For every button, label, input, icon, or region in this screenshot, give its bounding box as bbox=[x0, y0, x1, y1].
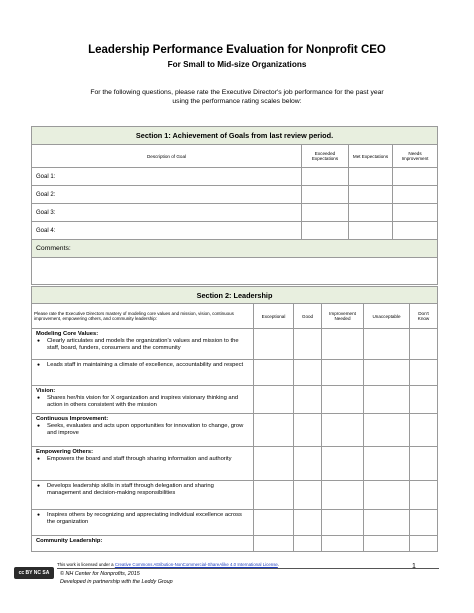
footer-divider bbox=[57, 568, 439, 569]
comments-field[interactable] bbox=[32, 258, 438, 285]
rating-cell[interactable] bbox=[410, 329, 438, 360]
criteria-row bbox=[32, 329, 438, 360]
rating-cell[interactable] bbox=[294, 386, 322, 414]
criteria-row bbox=[32, 360, 438, 386]
bullet-icon: ● bbox=[37, 455, 41, 462]
rating-cell[interactable] bbox=[322, 329, 364, 360]
license-link[interactable]: Creative Commons Attribution-NonCommercial-ShareAlike 4.0 International License bbox=[114, 562, 278, 567]
criteria-cell bbox=[32, 510, 254, 536]
rating-cell[interactable] bbox=[302, 186, 349, 204]
rating-cell[interactable] bbox=[294, 360, 322, 386]
rating-cell[interactable] bbox=[393, 186, 438, 204]
section2-heading: Section 2: Leadership bbox=[32, 287, 438, 304]
bullet-icon: ● bbox=[37, 512, 41, 518]
logo-text: cc BY NC SA bbox=[18, 570, 50, 576]
rating-cell[interactable] bbox=[254, 414, 294, 447]
goal-label[interactable]: Goal 3: bbox=[32, 204, 302, 222]
criteria-cell bbox=[32, 447, 254, 481]
license-notice bbox=[57, 562, 279, 567]
rating-cell[interactable] bbox=[294, 510, 322, 536]
rating-cell[interactable] bbox=[410, 481, 438, 510]
rating-cell[interactable] bbox=[364, 536, 410, 552]
criteria-text: Inspires others by recognizing and appreciating individual excellence across the organization bbox=[47, 512, 242, 525]
rating-cell[interactable] bbox=[364, 447, 410, 481]
rating-cell[interactable] bbox=[364, 386, 410, 414]
rating-cell[interactable] bbox=[322, 386, 364, 414]
bullet-icon: ● bbox=[37, 394, 41, 401]
comments-label: Comments: bbox=[32, 240, 438, 258]
criteria-row bbox=[32, 536, 438, 552]
rating-cell[interactable] bbox=[294, 536, 322, 552]
license-prefix: This work is licensed under a bbox=[57, 562, 115, 567]
category-title: Vision: bbox=[36, 388, 56, 394]
rating-cell[interactable] bbox=[322, 510, 364, 536]
criteria-text: Develops leadership skills in staff through delegation and sharing management and decision-making responsibilities bbox=[47, 483, 214, 496]
criteria-text: Clearly articulates and models the organization's values and mission to the staff, board, funders, consumers and the community bbox=[47, 337, 239, 351]
criteria-text: Shares her/his vision for X organization and inspires visionary thinking and action in others consistent with the mission bbox=[47, 394, 239, 408]
category-title: Modeling Core Values: bbox=[36, 331, 99, 337]
criteria-cell bbox=[32, 329, 254, 360]
rating-cell[interactable] bbox=[294, 447, 322, 481]
rating-cell[interactable] bbox=[364, 481, 410, 510]
rating-cell[interactable] bbox=[349, 204, 393, 222]
rating-cell[interactable] bbox=[410, 447, 438, 481]
bullet-icon: ● bbox=[37, 483, 41, 489]
category-title: Empowering Others: bbox=[36, 449, 94, 455]
rating-cell[interactable] bbox=[349, 168, 393, 186]
criteria-row bbox=[32, 481, 438, 510]
goal-label[interactable]: Goal 2: bbox=[32, 186, 302, 204]
goal-label[interactable]: Goal 4: bbox=[32, 222, 302, 240]
criteria-row bbox=[32, 414, 438, 447]
bullet-icon: ● bbox=[37, 362, 41, 368]
goal-row bbox=[32, 168, 438, 186]
page-subtitle: For Small to Mid-size Organizations bbox=[167, 60, 307, 69]
rating-cell[interactable] bbox=[254, 481, 294, 510]
rating-cell[interactable] bbox=[302, 204, 349, 222]
rating-cell[interactable] bbox=[364, 510, 410, 536]
rating-cell[interactable] bbox=[294, 329, 322, 360]
intro-text-line2: using the performance rating scales below: bbox=[172, 98, 302, 105]
rating-cell[interactable] bbox=[364, 414, 410, 447]
criteria-cell bbox=[32, 360, 254, 386]
rating-cell[interactable] bbox=[254, 447, 294, 481]
column-header-dont-know: Don't Know bbox=[410, 304, 438, 329]
category-title: Continuous Improvement: bbox=[36, 416, 109, 422]
criteria-text: Leads staff in maintaining a climate of excellence, accountability and respect bbox=[47, 362, 244, 368]
rating-cell[interactable] bbox=[410, 360, 438, 386]
criteria-text: Empowers the board and staff through sharing information and authority bbox=[47, 455, 232, 462]
column-header-unacceptable: Unacceptable bbox=[364, 304, 410, 329]
rating-cell[interactable] bbox=[410, 536, 438, 552]
rating-cell[interactable] bbox=[349, 186, 393, 204]
rating-cell[interactable] bbox=[254, 510, 294, 536]
rating-cell[interactable] bbox=[322, 447, 364, 481]
leadership-table bbox=[31, 286, 438, 552]
page-title: Leadership Performance Evaluation for Nonprofit CEO bbox=[88, 44, 386, 56]
rating-cell[interactable] bbox=[302, 222, 349, 240]
intro-text-line1: For the following questions, please rate the Executive Director's job performance for the past year bbox=[90, 89, 384, 96]
goal-row bbox=[32, 204, 438, 222]
goal-row bbox=[32, 222, 438, 240]
rating-cell[interactable] bbox=[410, 510, 438, 536]
column-header-needs-improvement: Needs Improvement bbox=[393, 145, 438, 168]
rating-cell[interactable] bbox=[294, 481, 322, 510]
page-number: 1 bbox=[412, 563, 416, 570]
rating-cell[interactable] bbox=[294, 414, 322, 447]
section1-heading: Section 1: Achievement of Goals from last review period. bbox=[32, 127, 438, 145]
criteria-row bbox=[32, 510, 438, 536]
rating-cell[interactable] bbox=[393, 204, 438, 222]
copyright-text: © NH Center for Nonprofits, 2015 bbox=[60, 571, 140, 577]
column-header-met: Met Expectations bbox=[349, 145, 393, 168]
creative-commons-logo[interactable] bbox=[14, 567, 54, 579]
license-suffix: . bbox=[277, 562, 280, 567]
bullet-icon: ● bbox=[37, 337, 41, 344]
criteria-row bbox=[32, 447, 438, 481]
criteria-cell bbox=[32, 481, 254, 510]
goal-row bbox=[32, 186, 438, 204]
category-title: Community Leadership: bbox=[36, 538, 103, 544]
criteria-row bbox=[32, 386, 438, 414]
column-header-improvement-needed: Improvement Needed bbox=[322, 304, 364, 329]
rating-cell[interactable] bbox=[393, 222, 438, 240]
criteria-cell bbox=[32, 536, 254, 552]
bullet-icon: ● bbox=[37, 422, 41, 429]
partnership-text: Developed in partnership with the Leddy Group bbox=[60, 579, 173, 585]
rating-cell[interactable] bbox=[349, 222, 393, 240]
rating-cell[interactable] bbox=[254, 360, 294, 386]
rating-cell[interactable] bbox=[393, 168, 438, 186]
rating-cell[interactable] bbox=[364, 329, 410, 360]
column-header-exceeded: Exceeded Expectations bbox=[302, 145, 349, 168]
rating-cell[interactable] bbox=[322, 536, 364, 552]
goals-table bbox=[31, 126, 438, 285]
criteria-cell bbox=[32, 414, 254, 447]
rating-cell[interactable] bbox=[410, 414, 438, 447]
column-header-good: Good bbox=[294, 304, 322, 329]
rating-cell[interactable] bbox=[254, 329, 294, 360]
column-header-description: Description of Goal bbox=[32, 145, 302, 168]
criteria-cell bbox=[32, 386, 254, 414]
rating-cell[interactable] bbox=[302, 168, 349, 186]
rating-cell[interactable] bbox=[322, 414, 364, 447]
rating-cell[interactable] bbox=[364, 360, 410, 386]
rating-cell[interactable] bbox=[254, 386, 294, 414]
goal-label[interactable]: Goal 1: bbox=[32, 168, 302, 186]
criteria-text: Seeks, evaluates and acts upon opportunities for innovation to change, grow and improve bbox=[47, 422, 244, 436]
column-header-exceptional: Exceptional bbox=[254, 304, 294, 329]
rating-cell[interactable] bbox=[322, 481, 364, 510]
rating-cell[interactable] bbox=[410, 386, 438, 414]
rating-cell[interactable] bbox=[254, 536, 294, 552]
column-header-instructions: Please rate the Executive Directors mastery of modeling core values and mission, vision, continuous improvement, empowering others, and community leadership: bbox=[32, 304, 254, 329]
rating-cell[interactable] bbox=[322, 360, 364, 386]
